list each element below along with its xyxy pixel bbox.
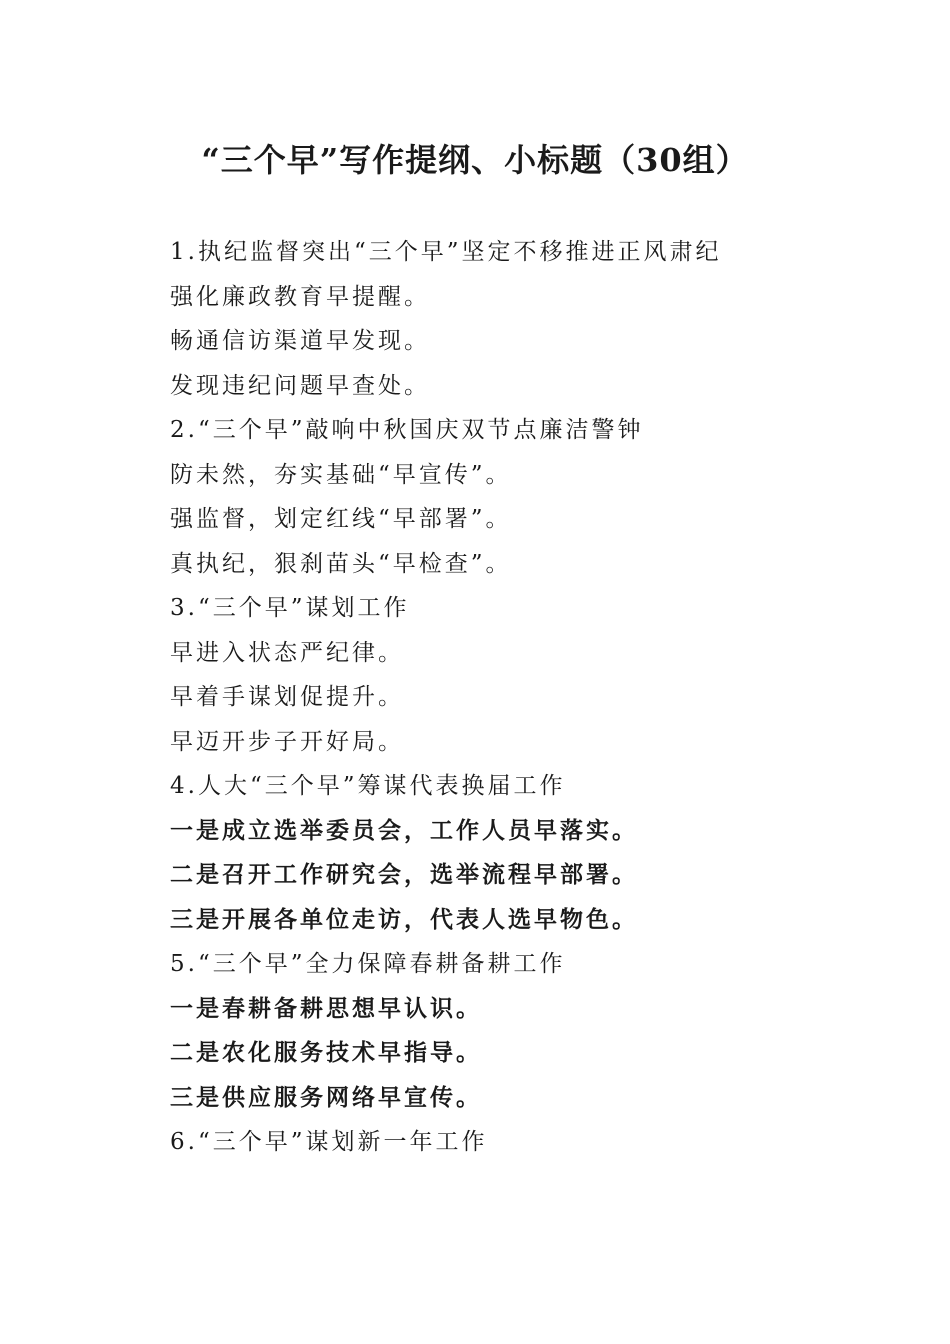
body-line: 早迈开步子开好局。 [170,728,404,755]
heading-4: 4.人大“三个早”筹谋代表换届工作 [170,773,566,799]
heading-5: 5.“三个早”全力保障春耕备耕工作 [170,951,566,977]
body-line: 二是召开工作研究会，选举流程早部署。 [170,861,638,888]
document-title: “三个早”写作提纲、小标题（30组） [201,141,749,179]
body-line: 强化廉政教育早提醒。 [170,283,430,310]
body-line: 早进入状态严纪律。 [170,639,404,666]
body-line: 一是成立选举委员会，工作人员早落实。 [170,816,638,844]
body-line: 防未然，夯实基础“早宣传”。 [170,461,512,488]
body-line: 二是农化服务技术早指导。 [170,1039,482,1066]
body-line: 发现违纪问题早查处。 [170,372,430,399]
document-body [170,230,870,1165]
heading-1: 1.执纪监督突出“三个早”坚定不移推进正风肃纪 [170,239,722,265]
body-line: 早着手谋划促提升。 [170,684,404,710]
body-line: 三是开展各单位走访，代表人选早物色。 [170,905,638,933]
heading-6: 6.“三个早”谋划新一年工作 [170,1129,488,1155]
heading-3: 3.“三个早”谋划工作 [170,595,410,621]
heading-2: 2.“三个早”敲响中秋国庆双节点廉洁警钟 [170,417,644,443]
body-line: 强监督，划定红线“早部署”。 [170,506,512,532]
body-line: 畅通信访渠道早发现。 [170,328,430,354]
body-line: 一是春耕备耕思想早认识。 [170,994,482,1022]
body-line: 三是供应服务网络早宣传。 [170,1083,482,1111]
body-line: 真执纪，狠刹苗头“早检查”。 [170,550,512,577]
